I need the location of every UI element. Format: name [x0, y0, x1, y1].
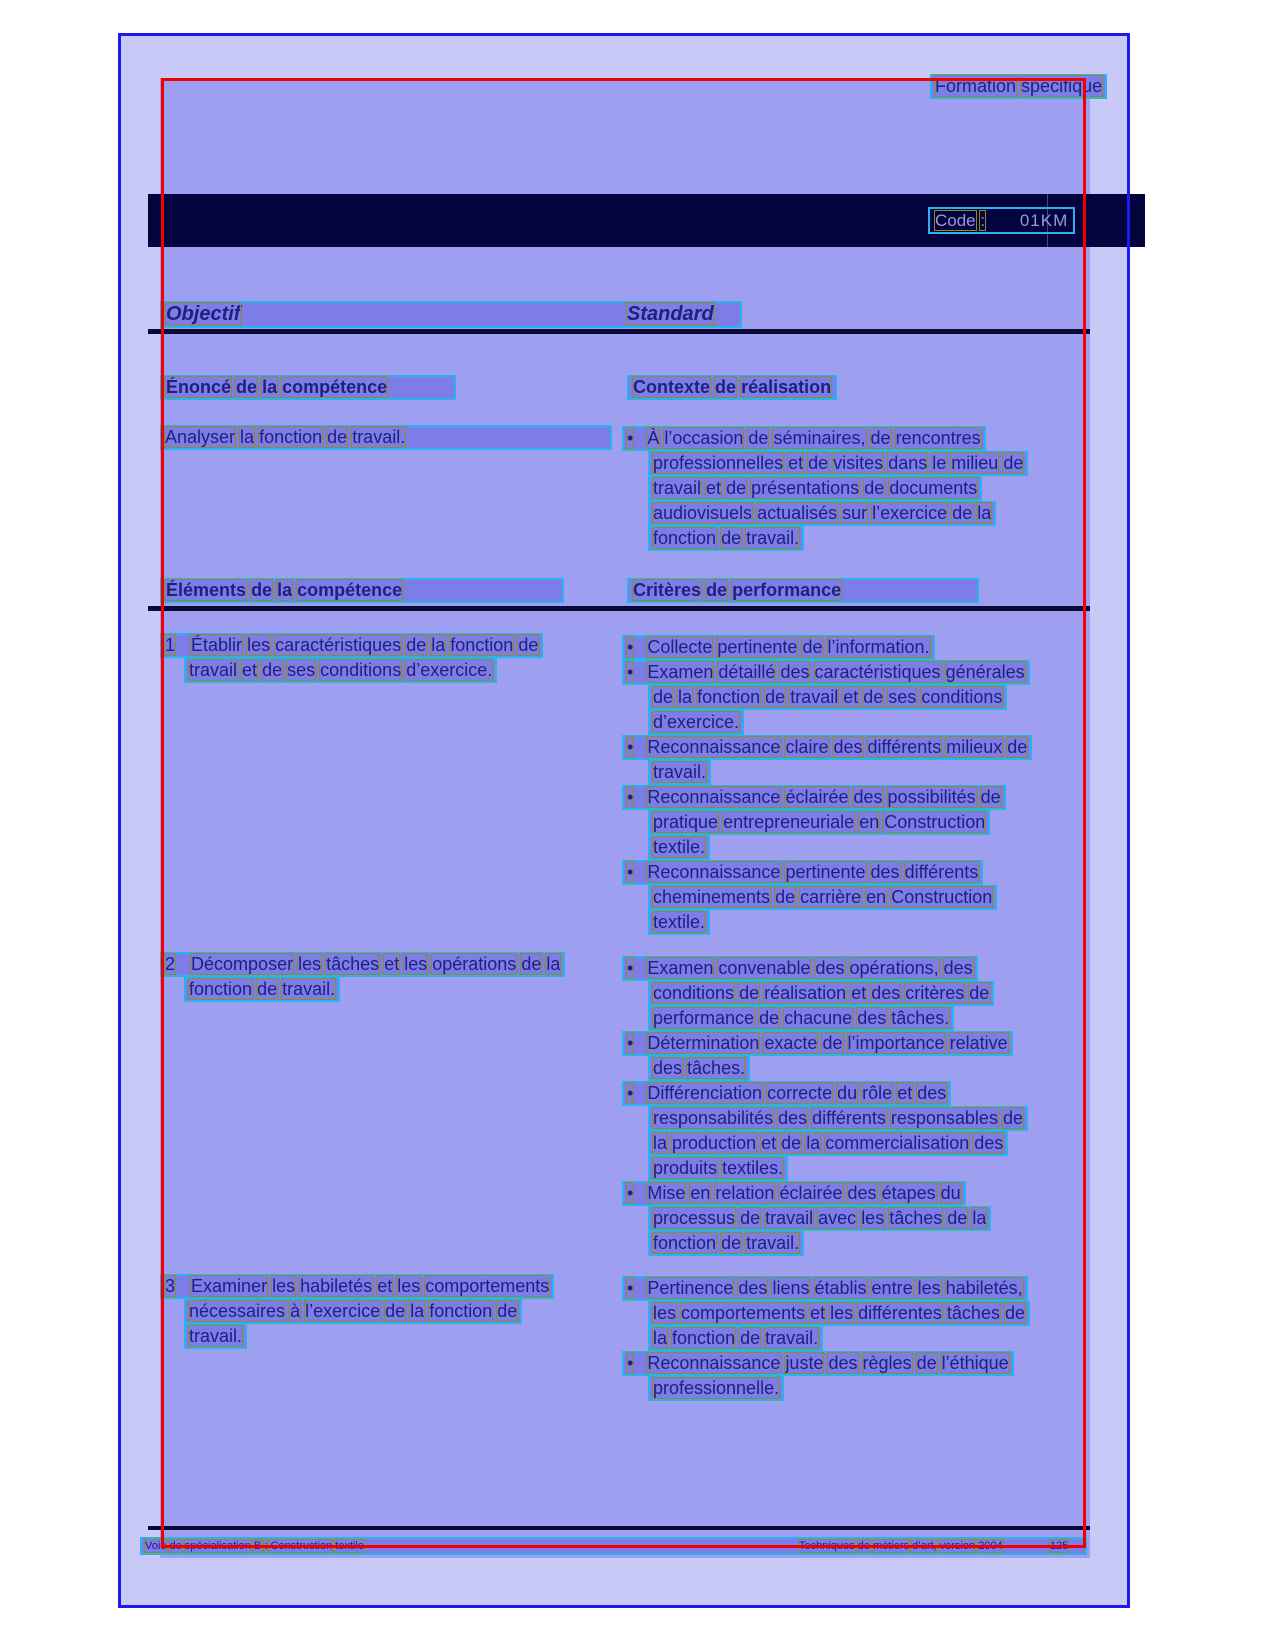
criteres-item-2 [622, 956, 1028, 1256]
ocr-line: d’exercice. [648, 710, 744, 735]
ocr-line: 1 Établir les caractéristiques de la fonction de [160, 633, 543, 658]
ocr-line: professionnelles et de visites dans le milieu de [648, 451, 1028, 476]
criteres-item-1 [622, 635, 1032, 935]
title-bar [148, 194, 1145, 247]
ocr-line: 3 Examiner les habiletés et les comportements [160, 1274, 554, 1299]
horizontal-rule-middle [148, 606, 1090, 611]
criteres-item-3 [622, 1276, 1030, 1401]
competence-item-2 [160, 952, 565, 1002]
ocr-line: textile. [648, 910, 710, 935]
bullet-icon: • [627, 1278, 634, 1298]
footer [140, 1537, 1087, 1555]
bullet-icon: • [627, 1033, 634, 1053]
objectif-header: Objectif [166, 303, 241, 325]
ocr-line: • Reconnaissance claire des différents milieux de [622, 735, 1032, 760]
ocr-line: travail. [648, 760, 711, 785]
code-field [928, 207, 1075, 234]
ocr-line: • Reconnaissance pertinente des différents [622, 860, 983, 885]
table-header-row [160, 301, 742, 328]
enonce-statement [160, 425, 612, 450]
code-colon: : [980, 211, 986, 230]
ocr-line: • Pertinence des liens établis entre les habiletés, [622, 1276, 1028, 1301]
ocr-line: fonction de travail. [648, 526, 804, 551]
ocr-line: • Examen convenable des opérations, des [622, 956, 978, 981]
bullet-icon: • [627, 637, 634, 657]
ocr-line: audiovisuels actualisés sur l’exercice de la [648, 501, 996, 526]
bullet-icon: • [627, 737, 634, 757]
bullet-icon: • [627, 1353, 634, 1373]
enonce-header: Énoncé de la compétence [160, 375, 456, 400]
ocr-line: responsabilités des différents responsables de [648, 1106, 1028, 1131]
ocr-line: • Détermination exacte de l’importance relative [622, 1031, 1013, 1056]
criteres-header: Critères de performance [627, 578, 979, 603]
bullet-icon: • [627, 1183, 634, 1203]
code-label: Code [935, 211, 976, 230]
ocr-line: travail et de ses conditions d’exercice. [184, 658, 497, 683]
ocr-line: • Différenciation correcte du rôle et des [622, 1081, 951, 1106]
footer-left-text: Voie de spécialisation B : Construction textile [145, 1540, 365, 1552]
ocr-line: travail. [184, 1324, 247, 1349]
ocr-line: produits textiles. [648, 1156, 788, 1181]
footer-right-text: Techniques de métiers d’art, version 2004 [799, 1540, 1003, 1552]
ocr-line: • Collecte pertinente de l’information. [622, 635, 935, 660]
ocr-line: professionnelle. [648, 1376, 784, 1401]
ocr-line: nécessaires à l’exercice de la fonction de [184, 1299, 522, 1324]
ocr-line: performance de chacune des tâches. [648, 1006, 954, 1031]
ocr-line: • Mise en relation éclairée des étapes du [622, 1181, 966, 1206]
bullet-icon: • [627, 428, 634, 448]
code-value: 01KM [1019, 211, 1069, 230]
horizontal-rule-top [148, 329, 1090, 334]
ocr-line: cheminements de carrière en Construction [648, 885, 997, 910]
competence-item-1 [160, 633, 543, 683]
ocr-line: • Reconnaissance juste des règles de l’éthique [622, 1351, 1014, 1376]
ocr-line: pratique entrepreneuriale en Construction [648, 810, 990, 835]
bullet-icon: • [627, 958, 634, 978]
corner-label: Formation spécifique [930, 74, 1107, 99]
ocr-line: Analyser la fonction de travail. [160, 425, 612, 450]
bullet-icon: • [627, 862, 634, 882]
footer-page-number: 125 [1050, 1540, 1069, 1552]
ocr-line: • Examen détaillé des caractéristiques générales [622, 660, 1030, 685]
ocr-line: de la fonction de travail et de ses conditions [648, 685, 1007, 710]
contexte-header: Contexte de réalisation [627, 375, 837, 400]
ocr-line: • Reconnaissance éclairée des possibilités de [622, 785, 1006, 810]
standard-header: Standard [627, 303, 714, 325]
bullet-icon: • [627, 1083, 634, 1103]
ocr-line: fonction de travail. [184, 977, 340, 1002]
ocr-line: fonction de travail. [648, 1231, 804, 1256]
ocr-line: • À l’occasion de séminaires, de rencontres [622, 426, 986, 451]
bullet-icon: • [627, 662, 634, 682]
contexte-bullet-list [622, 426, 1028, 551]
bullet-icon: • [627, 787, 634, 807]
ocr-line: la fonction de travail. [648, 1326, 823, 1351]
ocr-line: les comportements et les différentes tâches de [648, 1301, 1030, 1326]
ocr-line: textile. [648, 835, 710, 860]
competence-item-3 [160, 1274, 554, 1349]
ocr-line: conditions de réalisation et des critères de [648, 981, 994, 1006]
ocr-line: 2 Décomposer les tâches et les opérations de la [160, 952, 565, 977]
ocr-line: processus de travail avec les tâches de la [648, 1206, 991, 1231]
elements-header: Éléments de la compétence [160, 578, 564, 603]
footer-rule [148, 1526, 1090, 1530]
ocr-line: travail et de présentations de documents [648, 476, 982, 501]
ocr-line: des tâches. [648, 1056, 750, 1081]
ocr-line: la production et de la commercialisation des [648, 1131, 1008, 1156]
